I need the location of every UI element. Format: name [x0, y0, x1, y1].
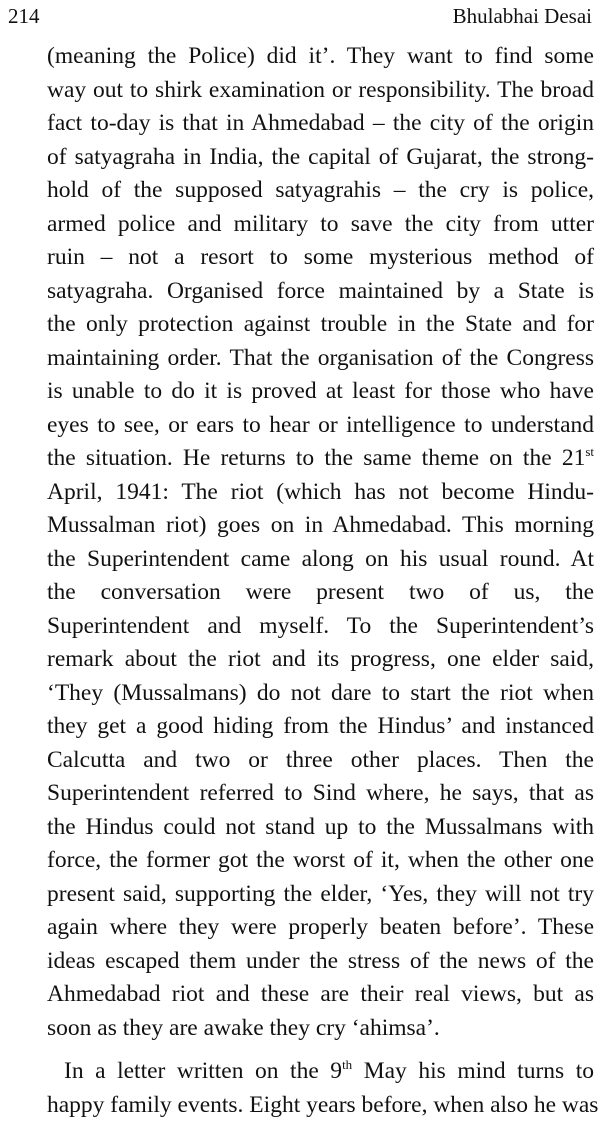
text-line: Mussalman riot) goes on in Ahmedabad. This morning: [47, 509, 594, 543]
text-line: the Superintendent came along on his usual round. At: [47, 543, 594, 577]
text-line: the Hindus could not stand up to the Mussalmans with: [47, 811, 594, 845]
text-line: force, the former got the worst of it, when the other one: [47, 844, 594, 878]
text-line: hold of the supposed satyagrahis – the cry is police,: [47, 174, 594, 208]
text-line: Superintendent and myself. To the Superintendent’s: [47, 610, 594, 644]
text-line: they get a good hiding from the Hindus’ and instanced: [47, 710, 594, 744]
text-line: again where they were properly beaten before’. These: [47, 911, 594, 945]
text-line: [47, 442, 594, 476]
text-line: satyagraha. Organised force maintained by a State is: [47, 275, 594, 309]
text-line: way out to shirk examination or responsibility. The broad: [47, 74, 594, 108]
body-text: [47, 40, 594, 1122]
text-line: soon as they are awake they cry ‘ahimsa’.: [47, 1012, 594, 1046]
text-line: the only protection against trouble in the State and for: [47, 308, 594, 342]
text-line: [47, 1055, 594, 1089]
text-line-content: the situation. He returns to the same theme on the 21: [47, 445, 585, 471]
page-header: [8, 2, 592, 30]
text-line-content: In a letter written on the 9: [64, 1058, 342, 1084]
text-line: ‘They (Mussalmans) do not dare to start the riot when: [47, 677, 594, 711]
text-line: April, 1941: The riot (which has not become Hindu-: [47, 476, 594, 510]
text-line: eyes to see, or ears to hear or intelligence to understand: [47, 409, 594, 443]
running-head: Bhulabhai Desai: [453, 2, 592, 30]
text-line: armed police and military to save the city from utter: [47, 208, 594, 242]
text-line: fact to-day is that in Ahmedabad – the city of the origin: [47, 107, 594, 141]
text-line: Calcutta and two or three other places. Then the: [47, 744, 594, 778]
text-line: ruin – not a resort to some mysterious method of: [47, 241, 594, 275]
text-line: present said, supporting the elder, ‘Yes, they will not try: [47, 878, 594, 912]
text-line: maintaining order. That the organisation of the Congress: [47, 342, 594, 376]
text-line: (meaning the Police) did it’. They want to find some: [47, 40, 594, 74]
text-line: ideas escaped them under the stress of the news of the: [47, 945, 594, 979]
ordinal-suffix: st: [585, 444, 594, 459]
text-line: of satyagraha in India, the capital of Gujarat, the strong-: [47, 141, 594, 175]
ordinal-suffix: th: [342, 1057, 352, 1072]
text-line: remark about the riot and its progress, one elder said,: [47, 643, 594, 677]
text-line: Superintendent referred to Sind where, he says, that as: [47, 777, 594, 811]
text-line: is unable to do it is proved at least for those who have: [47, 375, 594, 409]
page-number: 214: [8, 2, 40, 30]
text-line: Ahmedabad riot and these are their real views, but as: [47, 978, 594, 1012]
text-line-content: May his mind turns to: [352, 1058, 594, 1084]
text-line: happy family events. Eight years before, when also he was: [47, 1089, 594, 1122]
text-line: the conversation were present two of us, the: [47, 576, 594, 610]
